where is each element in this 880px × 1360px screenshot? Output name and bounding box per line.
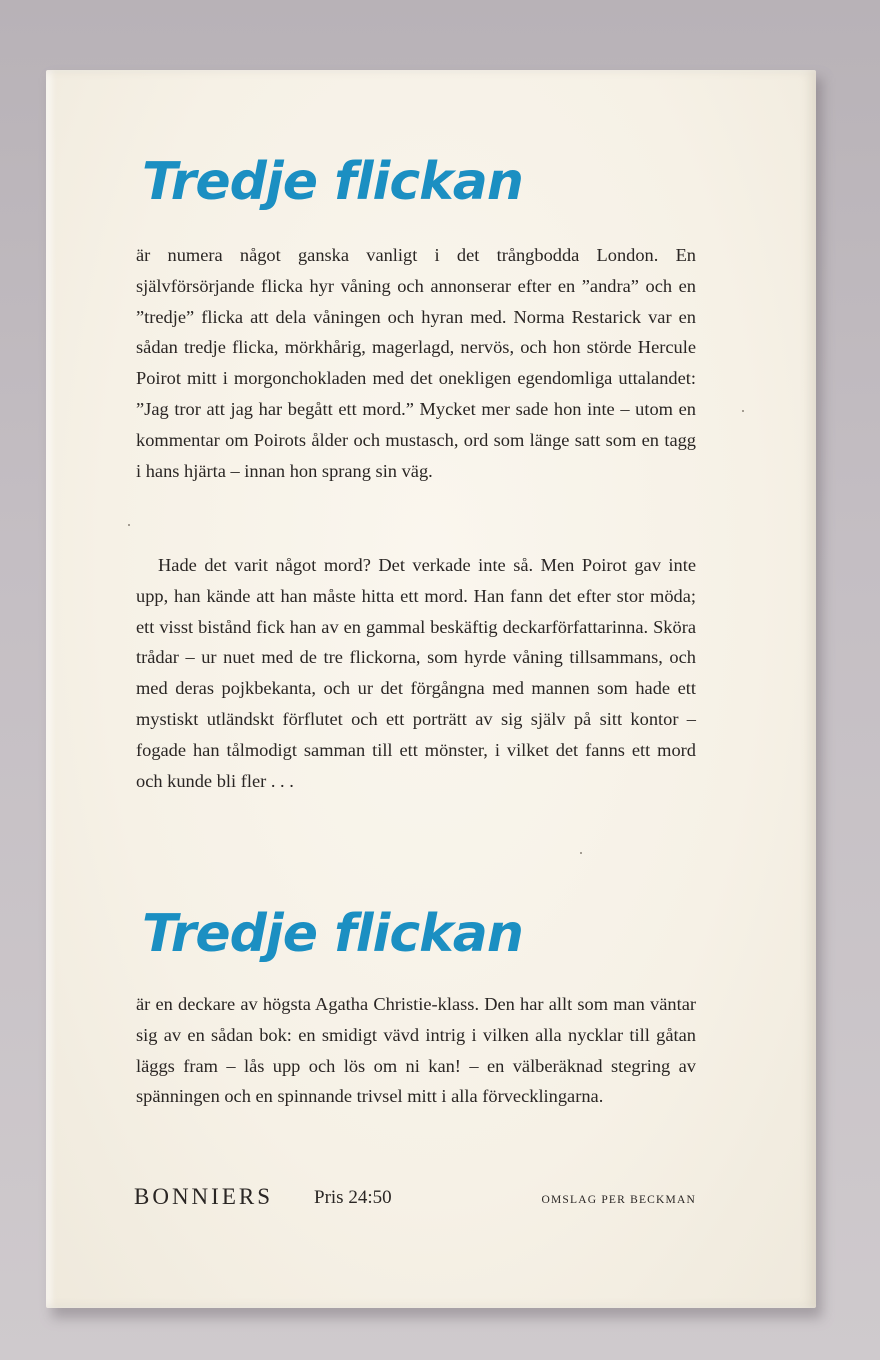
book-title-bottom: Tredje flickan	[142, 904, 523, 964]
blurb-paragraph-3: är en deckare av högsta Agatha Christie-klass. Den har allt som man väntar sig av en sådan bok: en smidigt vävd intrig i vilken alla nycklar till gåtan läggs fram – lås upp och lös om ni kan! – en välberäknad stegring av spänningen och en spinnande trivsel mitt i alla förvecklingarna.	[136, 994, 696, 1107]
blurb-paragraph-2: Hade det varit något mord? Det verkade inte så. Men Poirot gav inte upp, han kände att han måste hitta ett mord. Han fann det efter stor möda; ett visst bistånd fick han av en gammal beskäftig deckarförfattarinna. Sköra trådar – ur nuet med de tre flickorna, som hyrde våning tillsammans, och med deras pojkbekanta, och ur det förgångna med mannen som hade ett mystiskt utländskt förflutet och ett porträtt av sig själv på sitt kontor – fogade han tålmodigt samman till ett mönster, i vilket det fanns ett mord och kunde bli fler . . .	[136, 555, 696, 791]
cover-footer	[134, 1180, 696, 1220]
paper-speck	[580, 852, 582, 854]
paper-speck	[128, 524, 130, 526]
blurb-paragraph-1: är numera något ganska vanligt i det trångbodda London. En självförsörjande flicka hyr våning och annonserar efter en ”andra” och en ”tredje” flicka att dela våningen och hyran med. Norma Restarick var en sådan tredje flicka, mörkhårig, magerlagd, nervös, och hon störde Hercule Poirot mitt i morgonchokladen med det onekligen egendomliga uttalandet: ”Jag tror att jag har begått ett mord.” Mycket mer sade hon inte – utom en kommentar om Poirots ålder och mustasch, ord som länge satt som en tagg i hans hjärta – innan hon sprang sin väg.	[136, 245, 696, 481]
publisher-name: BONNIERS	[134, 1184, 274, 1209]
book-back-cover	[46, 70, 816, 1308]
price-label: Pris 24:50	[314, 1187, 392, 1208]
cover-credit: OMSLAG PER BECKMAN	[541, 1194, 696, 1206]
book-title-top: Tredje flickan	[142, 152, 523, 212]
paper-speck	[742, 410, 744, 412]
